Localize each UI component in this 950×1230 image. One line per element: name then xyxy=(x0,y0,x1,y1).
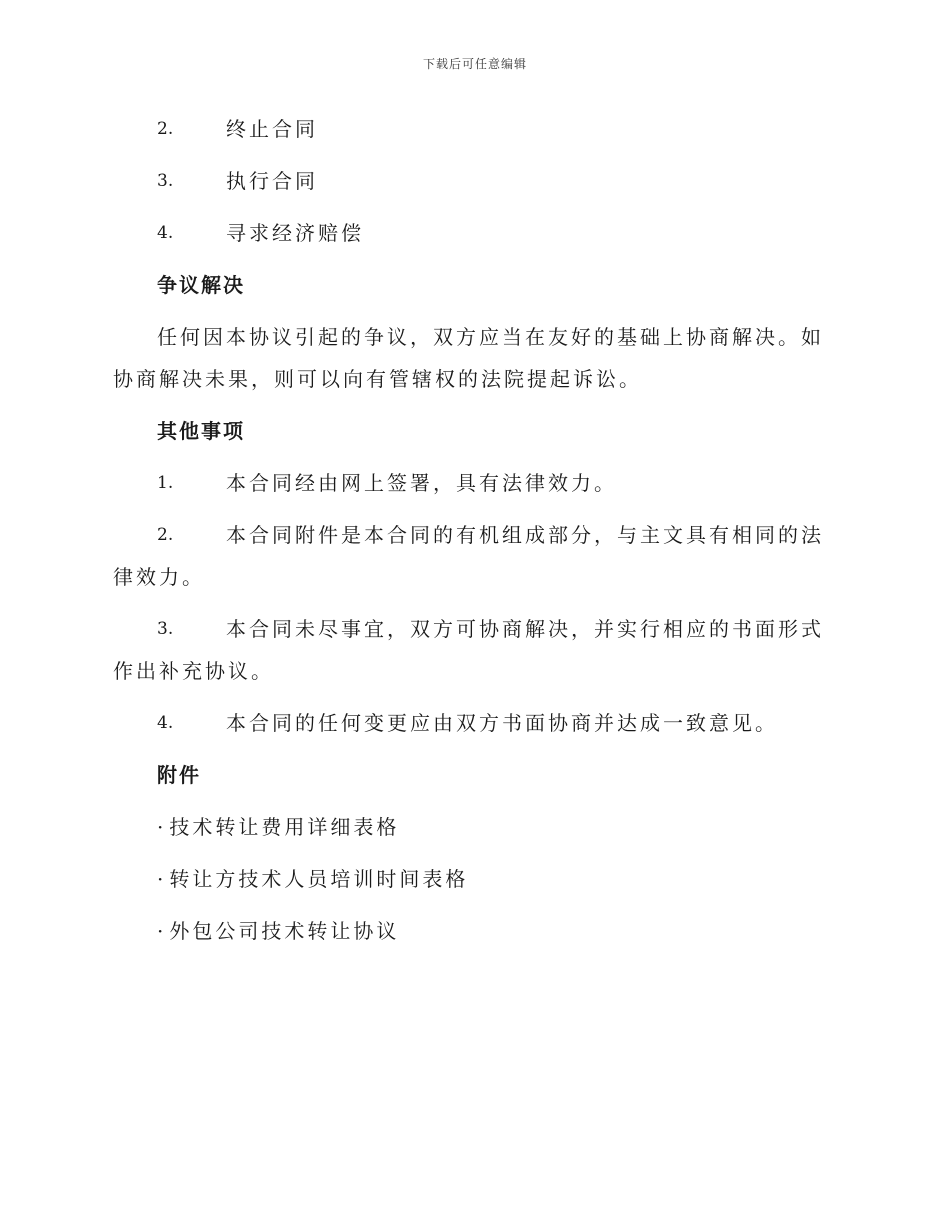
other-item xyxy=(113,462,835,504)
attachment-text: 外包公司技术转让协议 xyxy=(169,919,400,943)
list-number: 2. xyxy=(157,525,174,545)
section-heading-dispute: 争议解决 xyxy=(157,273,245,297)
list-number: 3. xyxy=(157,171,174,191)
list-text: 本合同未尽事宜，双方可协商解决，并实行相应的书面形式作出补充协议。 xyxy=(113,617,824,683)
dispute-paragraph: 任何因本协议引起的争议，双方应当在友好的基础上协商解决。如协商解决未果，则可以向有管辖权的法院提起诉讼。 xyxy=(113,325,824,391)
remedy-item xyxy=(113,160,835,202)
attachment-item xyxy=(113,910,835,952)
bullet-icon: · xyxy=(157,919,164,943)
list-number: 4. xyxy=(157,713,174,733)
other-item xyxy=(113,608,835,692)
bullet-icon: · xyxy=(157,867,164,891)
list-number: 4. xyxy=(157,223,174,243)
bullet-icon: · xyxy=(157,815,164,839)
remedy-item xyxy=(113,212,835,254)
attachment-item xyxy=(113,858,835,900)
remedy-item xyxy=(113,108,835,150)
list-text: 寻求经济赔偿 xyxy=(226,221,364,245)
attachment-text: 转让方技术人员培训时间表格 xyxy=(169,867,469,891)
other-item xyxy=(113,514,835,598)
other-item xyxy=(113,702,835,744)
section-heading-other: 其他事项 xyxy=(157,419,245,443)
list-number: 3. xyxy=(157,619,174,639)
list-number: 2. xyxy=(157,119,174,139)
list-number: 1. xyxy=(157,473,174,493)
list-text: 本合同的任何变更应由双方书面协商并达成一致意见。 xyxy=(226,711,778,735)
list-text: 本合同经由网上签署，具有法律效力。 xyxy=(226,471,617,495)
header-note: 下载后可任意编辑 xyxy=(422,57,527,71)
document-body xyxy=(113,108,835,962)
list-text: 执行合同 xyxy=(226,169,318,193)
list-text: 本合同附件是本合同的有机组成部分，与主文具有相同的法律效力。 xyxy=(113,523,824,589)
attachment-item xyxy=(113,806,835,848)
attachment-text: 技术转让费用详细表格 xyxy=(169,815,400,839)
section-heading-attachments: 附件 xyxy=(157,763,201,787)
list-text: 终止合同 xyxy=(226,117,318,141)
